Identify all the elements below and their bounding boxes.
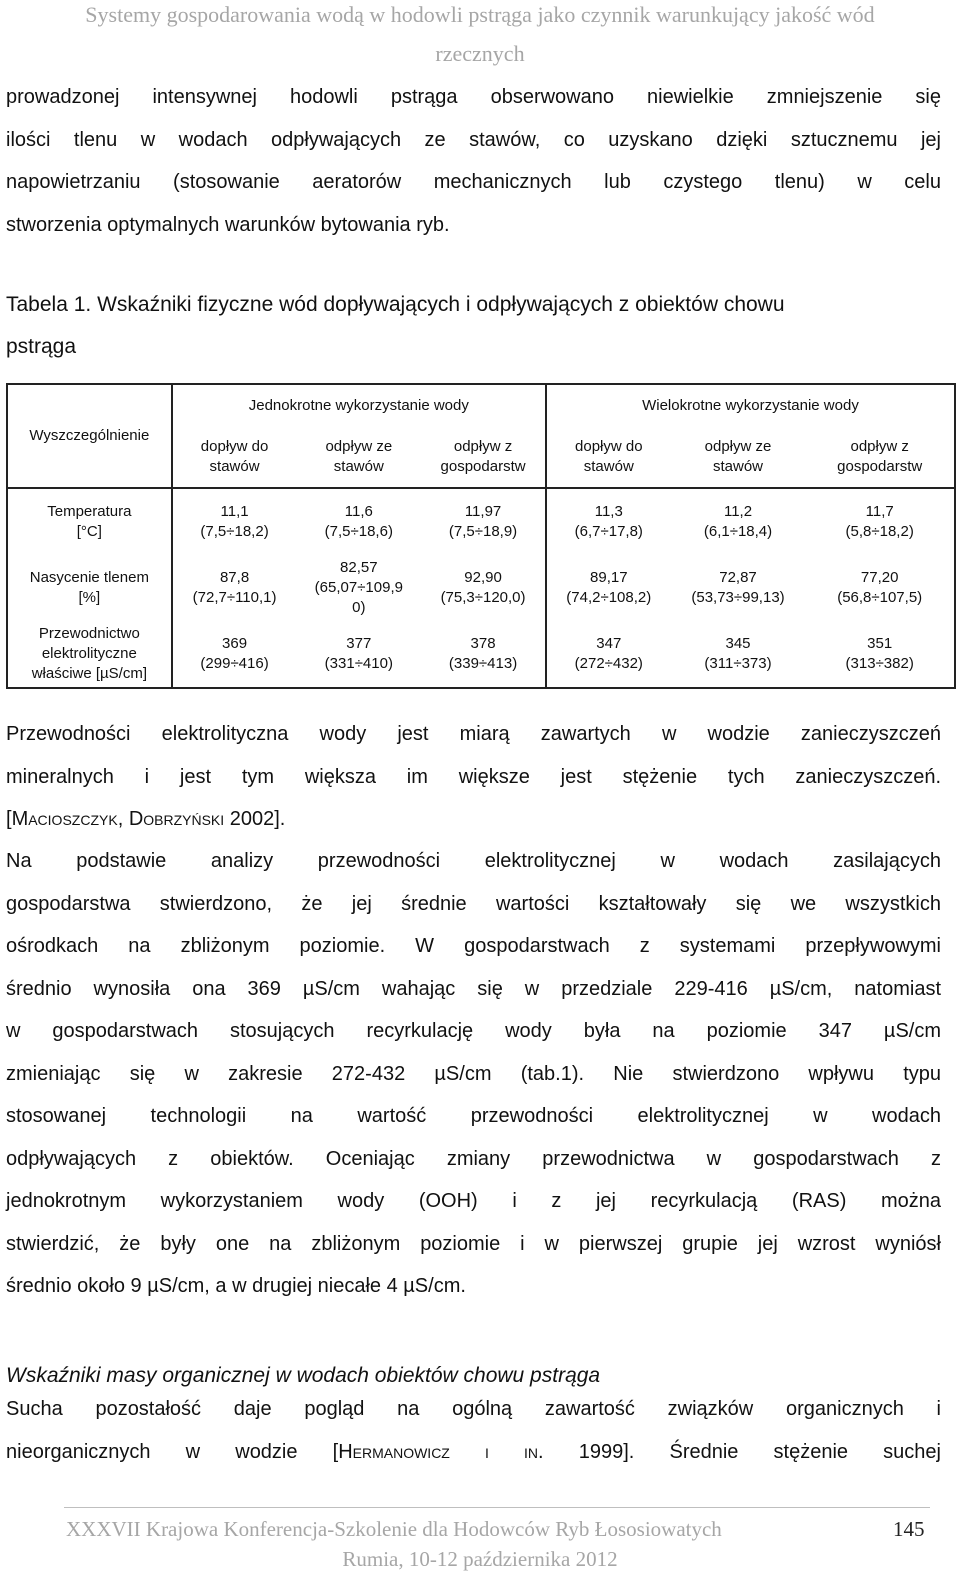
text-line: odpływających z obiektów. Oceniając zmiany przewodnictwa w gospodarstwach z xyxy=(6,1147,941,1170)
data-cell: 87,8 (72,7÷110,1) xyxy=(172,555,297,621)
citation-author: Hermanowicz xyxy=(338,1440,450,1463)
footer-conference-title: XXXVII Krajowa Konferencja-Szkolenie dla Hodowców Ryb Łososiowatych xyxy=(66,1517,722,1541)
section-title: Wskaźniki masy organicznej w wodach obiektów chowu pstrąga xyxy=(6,1364,601,1387)
subheader-cell: odpływ ze stawów xyxy=(671,427,806,488)
dry-residue-paragraph xyxy=(6,1388,941,1473)
text-line: mineralnych i jest tym większa im większe jest stężenie tych zanieczyszczeń. xyxy=(6,765,941,788)
text-line: ośrodkach na zbliżonym poziomie. W gospodarstwach z systemami przepływowymi xyxy=(6,935,941,957)
intro-paragraph xyxy=(6,76,941,246)
text-line: nieorganicznych w wodzie [Hermanowicz i in. 1999]. Średnie stężenie suchej xyxy=(6,1440,941,1463)
data-cell: 377 (331÷410) xyxy=(324,635,393,672)
data-cell: 11,2 (6,1÷18,4) xyxy=(703,503,773,540)
footer-location-date: Rumia, 10-12 października 2012 xyxy=(342,1547,618,1571)
text-line: w gospodarstwach stosujących recyrkulację wody była na poziomie 347 µS/cm xyxy=(6,1020,941,1042)
data-cell: 11,3 (6,7÷17,8) xyxy=(546,488,671,555)
citation-line: [Macioszczyk, Dobrzyński 2002]. xyxy=(6,808,286,830)
text-line: napowietrzaniu (stosowanie aeratorów mechanicznych lub czystego tlenu) w celu xyxy=(6,171,941,193)
group-header-single-use: Jednokrotne wykorzystanie wody xyxy=(172,384,546,427)
citation-etal: i in. xyxy=(485,1440,544,1463)
subheader-cell: odpływ z gospodarstw xyxy=(805,427,955,488)
text-line: Na podstawie analizy przewodności elektrolitycznej w wodach zasilających xyxy=(6,850,941,872)
running-header-line-1: Systemy gospodarowania wodą w hodowli pstrąga jako czynnik warunkujący jakość wód xyxy=(85,2,875,27)
data-table xyxy=(6,383,956,689)
data-cell: 92,90 (75,3÷120,0) xyxy=(440,569,526,606)
subheader-cell: odpływ ze stawów xyxy=(296,427,421,488)
text-line: ilości tlenu w wodach odpływających ze stawów, co uzyskano dzięki sztucznemu jej xyxy=(6,128,941,151)
text-line: średnio wynosiła ona 369 µS/cm wahając się w przedziale 229-416 µS/cm, natomiast xyxy=(6,977,941,1000)
page-number: 145 xyxy=(893,1517,925,1541)
data-cell: 347 (272÷432) xyxy=(546,621,671,688)
running-header-line-2: rzecznych xyxy=(435,41,525,66)
data-cell: 369 (299÷416) xyxy=(172,621,297,688)
data-cell: 11,6 (7,5÷18,6) xyxy=(324,503,393,540)
text-line: stworzenia optymalnych warunków bytowania ryb. xyxy=(6,213,450,236)
subheader-cell: odpływ z gospodarstw xyxy=(421,427,546,488)
conductivity-results-paragraph xyxy=(6,840,941,1308)
text-line: gospodarstwa stwierdzono, że jej średnie wartości kształtowały się we wszystkich xyxy=(6,892,941,915)
table-row xyxy=(7,488,955,555)
data-cell: 11,1 (7,5÷18,2) xyxy=(172,488,297,555)
data-cell: 89,17 (74,2÷108,2) xyxy=(546,555,671,621)
citation-author: Dobrzyński xyxy=(128,808,225,830)
data-cell: 82,57 (65,07÷109,9 0) xyxy=(314,559,403,616)
table-caption-line-1: Tabela 1. Wskaźniki fizyczne wód dopływających i odpływających z obiektów chowu xyxy=(6,293,785,316)
data-cell: 77,20 (56,8÷107,5) xyxy=(837,569,923,606)
text-line: Przewodności elektrolityczna wody jest miarą zawartych w wodzie zanieczyszczeń xyxy=(6,723,941,745)
text-line: stwierdzić, że były one na zbliżonym poziomie i w pierwszej grupie jej wzrost wyniósł xyxy=(6,1232,941,1255)
row-label: Temperatura [°C] xyxy=(47,503,132,540)
text-line: średnio około 9 µS/cm, a w drugiej niecałe 4 µS/cm. xyxy=(6,1275,466,1297)
table-row xyxy=(7,621,955,688)
text-line: zmieniając się w zakresie 272-432 µS/cm (tab.1). Nie stwierdzono wpływu typu xyxy=(6,1062,941,1085)
data-cell: 11,97 (7,5÷18,9) xyxy=(448,503,518,540)
data-cell: 11,7 (5,8÷18,2) xyxy=(845,503,914,540)
table-row xyxy=(7,555,955,621)
subheader-cell: dopływ do stawów xyxy=(172,427,297,488)
citation-author: Macioszczyk xyxy=(11,808,118,830)
text-line: stosowanej technologii na wartość przewodności elektrolitycznej w wodach xyxy=(6,1105,941,1127)
row-header-cell: Wyszczególnienie xyxy=(7,384,172,488)
row-label: Przewodnictwo elektrolityczne właściwe [µS/cm] xyxy=(31,625,148,682)
data-cell: 351 (313÷382) xyxy=(845,635,914,672)
table-caption-line-2: pstrąga xyxy=(6,335,77,358)
subheader-cell: dopływ do stawów xyxy=(546,427,671,488)
data-cell: 72,87 (53,73÷99,13) xyxy=(691,569,785,606)
footer-divider xyxy=(64,1507,930,1508)
row-label: Nasycenie tlenem [%] xyxy=(29,569,149,606)
text-line: prowadzonej intensywnej hodowli pstrąga obserwowano niewielkie zmniejszenie się xyxy=(6,86,941,108)
text-line: jednokrotnym wykorzystaniem wody (OOH) i z jej recyrkulacją (RAS) można xyxy=(6,1190,941,1212)
data-cell: 378 (339÷413) xyxy=(448,635,518,672)
data-cell: 345 (311÷373) xyxy=(704,635,772,672)
text-line: Sucha pozostałość daje pogląd na ogólną zawartość związków organicznych i xyxy=(6,1398,941,1420)
group-header-multi-use: Wielokrotne wykorzystanie wody xyxy=(546,384,955,427)
conductivity-definition-paragraph xyxy=(6,713,941,841)
